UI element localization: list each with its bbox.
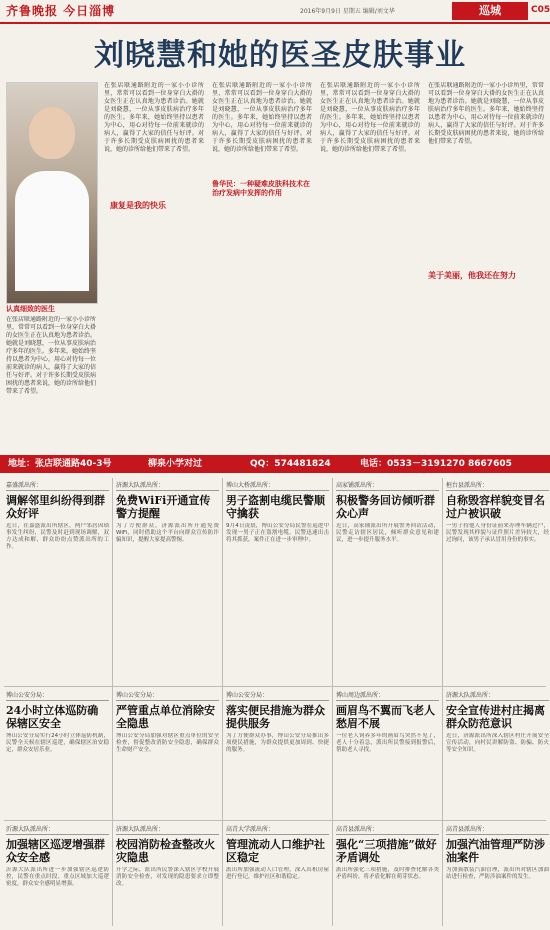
- news-item: [6, 690, 109, 818]
- news-item: [336, 690, 439, 818]
- news-item: [336, 824, 439, 928]
- news-title: 画眉鸟不翼而飞老人愁眉不展: [336, 704, 435, 730]
- news-source: 济源大队派出所：: [116, 480, 219, 491]
- news-title: 调解邻里纠纷得到群众好评: [6, 494, 105, 520]
- address-text: 地址：张店联通路40-3号: [8, 459, 112, 469]
- photo-face: [29, 107, 75, 159]
- doctor-photo: [6, 82, 98, 304]
- news-item: [6, 480, 109, 690]
- news-body: 9月4日凌晨，博山公安分局民警在巡逻中发现一男子正在盗割电缆，民警迅速出击将其抓获，案件正在进一步审理中。: [226, 523, 329, 543]
- landmark-text: 柳泉小学对过: [148, 459, 203, 469]
- news-item: [226, 824, 329, 928]
- news-source: 博山周边派出所：: [336, 690, 439, 701]
- news-body: 博山公安分局实行24小时立体巡防机制，民警全天候在辖区巡逻，确保辖区治安稳定，群众安居乐业。: [6, 733, 109, 753]
- news-item: [226, 480, 329, 690]
- address-bar: [0, 455, 550, 473]
- news-body: 开学之际，派出所民警深入辖区学校开展消防安全检查，对发现的隐患要求立即整改。: [116, 867, 219, 887]
- news-source: 高家铺派出所：: [336, 480, 439, 491]
- news-item: [116, 690, 219, 818]
- qq-text: QQ：574481824: [250, 459, 331, 469]
- news-source: 济源大队派出所：: [116, 824, 219, 835]
- news-item: [226, 690, 329, 818]
- news-item: [446, 480, 549, 690]
- news-item: [116, 480, 219, 690]
- news-title: 自称毁容样貌变冒名过户被识破: [446, 494, 545, 520]
- page-header: [0, 0, 550, 24]
- news-item: [6, 824, 109, 928]
- news-body: 近日，济源派出所深入辖区村庄开展安全宣传活动，向村民讲解防盗、防骗、防火等安全知识。: [446, 733, 549, 753]
- news-title: 24小时立体巡防确保辖区安全: [6, 704, 99, 730]
- news-title: 落实便民措施为群众提供服务: [226, 704, 325, 730]
- row-divider: [4, 820, 546, 821]
- news-title: 加强辖区巡逻增强群众安全感: [6, 838, 105, 864]
- masthead: 齐鲁晚报 今日淄博: [6, 4, 116, 18]
- news-title: 免费WiFi开通宣传警方提醒: [116, 494, 211, 520]
- page-number: C05: [531, 5, 550, 15]
- news-title: 加强汽油管理严防涉油案件: [446, 838, 545, 864]
- news-body: 派出所加强流动人口管理，深入出租房屋进行登记，维护社区和谐稳定。: [226, 867, 329, 880]
- news-title: 校园消防检查整改火灾隐患: [116, 838, 215, 864]
- news-item: [116, 824, 219, 928]
- article-column: 在张店联通路附近的一家小小诊所里，常常可以看到一位身穿白大褂的女医生正在认真地为患者诊治。她就是刘晓慧，一位从事皮肤病治疗多年的医生。多年来，她始终坚持以患者为中心，用心对待每一位前来就诊的病人，赢得了大家的信任与好评。对于许多长期受皮肤病困扰的患者来说，她的诊所给他们带来了希望。: [428, 82, 544, 145]
- news-title: 安全宣传进村庄揭离群众防范意识: [446, 704, 545, 730]
- news-source: 博山公安分局：: [6, 690, 109, 701]
- news-source: 沂源大队派出所：: [6, 824, 109, 835]
- section-badge: 巡城: [452, 2, 528, 20]
- article-column: 在张店联通路附近的一家小小诊所里，常常可以看到一位身穿白大褂的女医生正在认真地为患者诊治。她就是刘晓慧，一位从事皮肤病治疗多年的医生。多年来，她始终坚持以患者为中心，用心对待每一位前来就诊的病人，赢得了大家的信任与好评。对于许多长期受皮肤病困扰的患者来说，她的诊所给他们带来了希望。: [104, 82, 204, 153]
- news-item: [336, 480, 439, 690]
- news-body: 沂源大队派出所进一步加强辖区巡逻防控，民警在重点时段、重点区域加大巡逻密度，群众安全感明显增强。: [6, 867, 109, 887]
- article-column: 在张店联通路附近的一家小小诊所里，常常可以看到一位身穿白大褂的女医生正在认真地为患者诊治。她就是刘晓慧，一位从事皮肤病治疗多年的医生。多年来，她始终坚持以患者为中心，用心对待每一位前来就诊的病人，赢得了大家的信任与好评。对于许多长期受皮肤病困扰的患者来说，她的诊所给他们带来了希望。: [6, 316, 96, 395]
- news-body: 近日，在嘉盛派出所辖区，两户邻居因琐事发生纠纷，民警及时赶到现场调解，双方达成和解，群众纷纷点赞派出所的工作。: [6, 523, 109, 550]
- issue-date: 2016年9月9日 星期五 编辑/刘文华: [300, 8, 395, 15]
- article-column: 在张店联通路附近的一家小小诊所里，常常可以看到一位身穿白大褂的女医生正在认真地为患者诊治。她就是刘晓慧，一位从事皮肤病治疗多年的医生。多年来，她始终坚持以患者为中心，用心对待每一位前来就诊的病人，赢得了大家的信任与好评。对于许多长期受皮肤病困扰的患者来说，她的诊所给他们带来了希望。: [320, 82, 420, 153]
- news-body: 近日，高家铺派出所开展警务回访活动，民警走访辖区居民，倾听群众意见和建议，进一步提升服务水平。: [336, 523, 439, 543]
- news-body: 博山公安分局加强对辖区重点单位的安全检查，督促整改消防安全隐患，确保群众生命财产安全。: [116, 733, 219, 753]
- news-source: 嘉盛派出所：: [6, 480, 109, 491]
- photo-coat: [15, 171, 89, 291]
- news-source: 高青大学派出所：: [226, 824, 329, 835]
- news-item: [446, 824, 549, 928]
- news-source: 高青县派出所：: [446, 824, 549, 835]
- news-source: 桓台县派出所：: [446, 480, 549, 491]
- news-title: 积极警务回访倾听群众心声: [336, 494, 435, 520]
- news-source: 高青县派出所：: [336, 824, 439, 835]
- news-source: 济源大队派出所：: [446, 690, 549, 701]
- news-body: 为了方便群众，济源派出所开通免费WiFi，同时借助这个平台向群众宣传防诈骗知识，提醒大家提高警惕。: [116, 523, 219, 543]
- photo-caption: 认真细致的医生: [6, 305, 55, 313]
- news-title: 管理流动人口维护社区稳定: [226, 838, 325, 864]
- news-title: 严管重点单位消除安全隐患: [116, 704, 215, 730]
- column-divider: [222, 478, 223, 926]
- news-title: 强化“三项措施”做好矛盾调处: [336, 838, 437, 864]
- phone-text: 电话：0533－3191270 8667605: [360, 459, 512, 469]
- column-divider: [332, 478, 333, 926]
- news-source: 博山公安分局：: [226, 690, 329, 701]
- article-column: 在张店联通路附近的一家小小诊所里，常常可以看到一位身穿白大褂的女医生正在认真地为患者诊治。她就是刘晓慧，一位从事皮肤病治疗多年的医生。多年来，她始终坚持以患者为中心，用心对待每一位前来就诊的病人，赢得了大家的信任与好评。对于许多长期受皮肤病困扰的患者来说，她的诊所给他们带来了希望。: [212, 82, 312, 153]
- article-subhead: 康复是我的快乐: [110, 201, 166, 210]
- news-source: 博山大桥派出所：: [226, 480, 329, 491]
- news-body: 一男子持他人身份证前来办理车辆过户，民警发现其样貌与证件照片差异较大，经过询问，该男子承认冒用身份的事实。: [446, 523, 549, 543]
- article-subhead: 美于美丽，他我还在努力: [428, 271, 516, 280]
- column-divider: [112, 478, 113, 926]
- news-title: 男子盗割电缆民警顺守擒获: [226, 494, 325, 520]
- news-source: 博山公安分局：: [116, 690, 219, 701]
- news-body: 一位老人饲养多年的画眉鸟突然不见了，老人十分着急，派出所民警接到报警后，帮助老人寻找。: [336, 733, 439, 753]
- news-body: 为加强散装汽油管理，派出所对辖区加油站进行检查，严防涉油案件的发生。: [446, 867, 549, 880]
- column-divider: [442, 478, 443, 926]
- article-subhead: 鲁华民：一种疑难皮肤科技术在治疗发病中发挥的作用: [212, 180, 310, 197]
- news-item: [446, 690, 549, 818]
- page-title: 刘晓慧和她的医圣皮肤事业: [94, 38, 466, 73]
- news-body: 为了方便群众办事，博山公安分局推出多项便民措施，为群众提供更加周到、快捷的服务。: [226, 733, 329, 753]
- news-body: 派出所强化三项措施，及时排查化解各类矛盾纠纷，将矛盾化解在萌芽状态。: [336, 867, 439, 880]
